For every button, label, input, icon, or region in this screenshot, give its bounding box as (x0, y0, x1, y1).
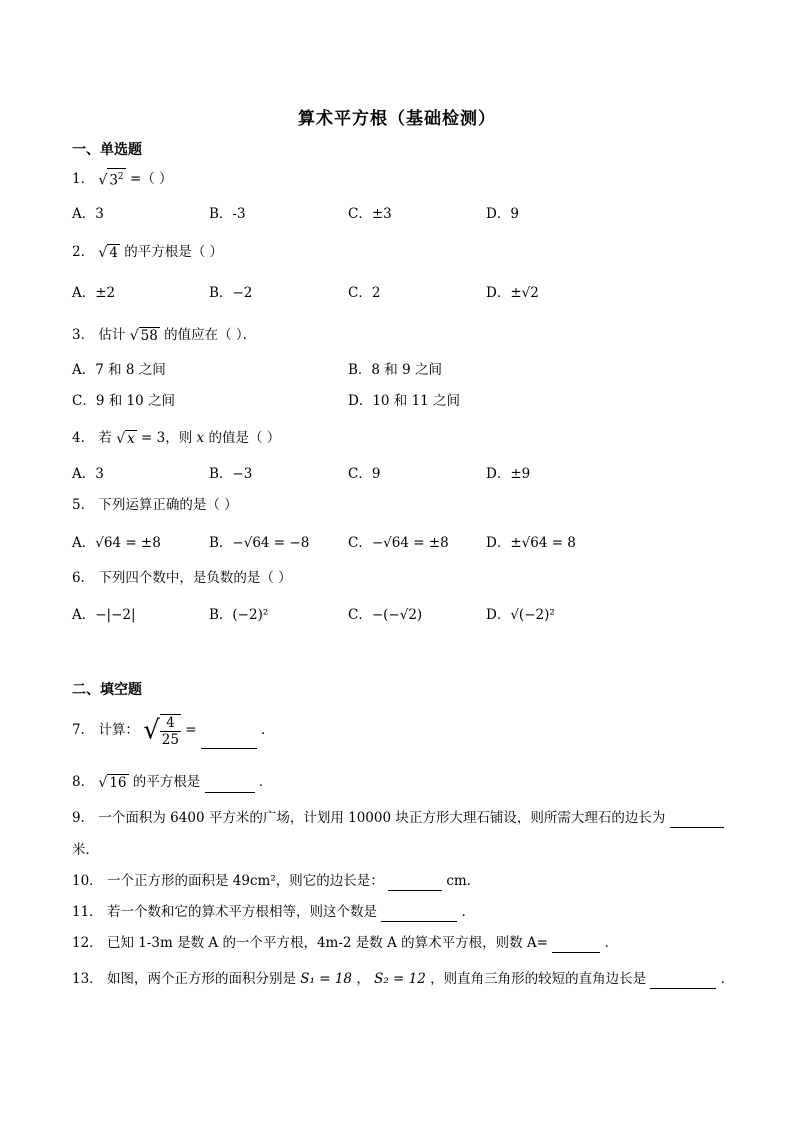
question-number: 10． (72, 873, 103, 889)
sqrt-expression: √ 16 (98, 774, 127, 791)
question-stem: 的平方根是（ ） (124, 244, 223, 260)
q1-option-b: B．-3 (209, 206, 246, 222)
answer-blank[interactable] (381, 921, 457, 922)
question-number: 3． (72, 327, 95, 343)
comma: ， (356, 971, 370, 987)
period: ． (720, 971, 735, 987)
question-number: 9． (72, 810, 95, 826)
question-9 (72, 808, 724, 828)
sqrt-expression: √ 58 (129, 327, 158, 344)
question-stem: 一个面积为 6400 平方米的广场，计划用 10000 块正方形大理石铺设，则所需大理石的边长为 (98, 810, 666, 826)
answer-blank[interactable] (205, 792, 255, 793)
question-11 (72, 902, 475, 922)
fraction-denominator: 25 (161, 731, 179, 748)
q1-option-d: D．9 (486, 206, 519, 222)
q3-option-a: A．7 和 8 之间 (72, 362, 166, 378)
question-4 (72, 428, 280, 449)
question-number: 4． (72, 430, 95, 446)
question-stem-tail: 的值是（ ） (208, 430, 281, 446)
q2-option-a: A．±2 (72, 285, 116, 301)
q5-option-a: A．√64 = ±8 (72, 535, 161, 551)
question-8 (72, 772, 272, 793)
question-stem-head: 估计 (98, 327, 126, 343)
question-stem: 下列四个数中，是负数的是（ ） (98, 570, 292, 586)
question-number: 8． (72, 774, 95, 790)
question-stem: 一个正方形的面积是 49cm²，则它的边长是： (106, 873, 384, 889)
question-number: 12． (72, 935, 103, 951)
question-9-continued: 米． (72, 842, 99, 858)
q4-option-b: B．−3 (209, 466, 253, 482)
question-2 (72, 242, 223, 263)
question-3 (72, 325, 256, 346)
question-stem-tail: 的值应在（ ）． (164, 327, 257, 343)
q5-option-c: C．−√64 = ±8 (348, 535, 449, 551)
period: ． (604, 935, 619, 951)
q2-option-c: C．2 (348, 285, 381, 301)
question-1 (72, 168, 173, 191)
question-number: 6． (72, 570, 95, 586)
section-single-choice: 一、单选题 (72, 142, 142, 158)
question-12 (72, 933, 618, 953)
q6-option-a: A．−|−2| (72, 607, 136, 623)
sqrt-expression: √ $3^2$ (98, 168, 125, 191)
question-number: 2． (72, 244, 95, 260)
question-stem-tail: 的平方根是 (132, 774, 201, 790)
q1-option-a: A．3 (72, 206, 104, 222)
question-stem: 若一个数和它的算术平方根相等，则这个数是 (106, 904, 377, 920)
question-stem-head: 若 (98, 430, 112, 446)
question-13 (72, 969, 734, 989)
q2-option-d: D．±√2 (486, 285, 539, 301)
question-number: 5． (72, 497, 95, 513)
q2-option-b: B．−2 (209, 285, 253, 301)
answer-blank[interactable] (201, 748, 257, 749)
page-title: 算术平方根（基础检测） (298, 109, 496, 129)
question-number: 7． (72, 722, 95, 738)
question-number: 1． (72, 170, 95, 187)
fraction-numerator: 4 (160, 715, 181, 732)
variable-x: x (196, 430, 205, 446)
answer-blank[interactable] (650, 988, 716, 989)
q4-option-c: C．9 (348, 466, 381, 482)
section-fill-blank: 二、填空题 (72, 682, 142, 698)
question-stem: 已知 1-3m 是数 A 的一个平方根，4m-2 是数 A 的算术平方根，则数 A= (106, 935, 548, 951)
question-5 (72, 495, 238, 515)
unit-label: cm． (446, 873, 481, 889)
period: ． (461, 904, 476, 920)
q3-option-c: C．9 和 10 之间 (72, 393, 175, 409)
q3-option-b: B．8 和 9 之间 (348, 362, 442, 378)
answer-blank[interactable] (552, 952, 600, 953)
equals-sign: = (185, 722, 197, 738)
period: ． (261, 722, 275, 738)
q5-option-d: D．±√64 = 8 (486, 535, 576, 551)
question-stem: =（ ） (129, 170, 173, 187)
question-6 (72, 568, 292, 588)
sqrt-expression: √ 4 (98, 244, 118, 261)
question-10 (72, 871, 480, 891)
answer-blank[interactable] (388, 890, 442, 891)
answer-blank[interactable] (670, 827, 724, 828)
period: ． (258, 774, 273, 790)
area-s2: S₂ = 12 (374, 971, 426, 987)
question-stem-mid: = 3，则 (141, 430, 193, 446)
q4-option-d: D．±9 (486, 466, 531, 482)
q6-option-b: B．(−2)² (209, 607, 269, 623)
area-s1: S₁ = 18 (300, 971, 353, 987)
q3-option-d: D．10 和 11 之间 (348, 393, 461, 409)
q6-option-c: C．−(−√2) (348, 607, 423, 623)
q1-option-c: C．±3 (348, 206, 392, 222)
q6-option-d: D．√(−2)² (486, 607, 555, 623)
question-number: 11． (72, 904, 103, 920)
question-stem-head: 计算： (98, 722, 139, 738)
sqrt-expression: √ x (116, 430, 135, 447)
q4-option-a: A．3 (72, 466, 104, 482)
question-stem: 下列运算正确的是（ ） (98, 497, 238, 513)
question-stem-tail: ，则直角三角形的较短的直角边长是 (430, 971, 647, 987)
sqrt-fraction-expression: √ $\frac{4}{25}$ (143, 714, 179, 748)
q5-option-b: B．−√64 = −8 (209, 535, 310, 551)
question-number: 13． (72, 971, 103, 987)
question-stem-head: 如图，两个正方形的面积分别是 (106, 971, 296, 987)
question-7 (72, 712, 275, 749)
